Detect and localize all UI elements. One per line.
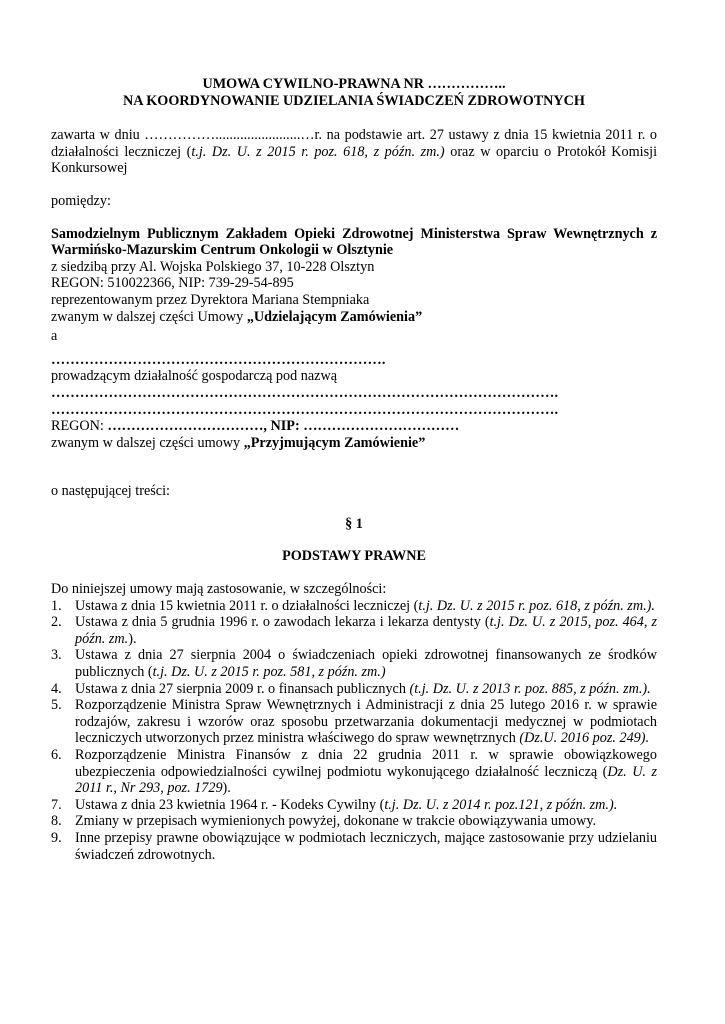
party2-business-dots-2: ……………………………………………………………………………………………. [51, 401, 559, 418]
party2-called-prefix: zwanym w dalszej części umowy [51, 434, 244, 451]
list-item-text: Zmiany w przepisach wymienionych powyżej, dokonane w trakcie obowiązywania umowy. [75, 813, 597, 830]
list-item-ref: (t.j. Dz. U. z 2013 r. poz. 885, z późn. zm.). [409, 680, 651, 697]
list-item-tail: ). [128, 630, 137, 647]
list-item-ref: t.j. Dz. U. z 2014 r. poz.121, z późn. zm.). [384, 796, 618, 813]
list-item-ref: t.j. Dz. U. z 2015 r. poz. 581, z późn. zm.) [152, 664, 386, 681]
party2-regon-dots: ……………………………, NIP: …………………………… [107, 418, 460, 435]
party1-called [51, 309, 657, 326]
list-item-ref: t.j. Dz. U. z 2015, poz. 464, z późn. zm. [75, 614, 657, 647]
between-label: pomiędzy: [51, 192, 111, 209]
party1-called-name: „Udzielającym Zamówienia” [246, 308, 423, 325]
legal-basis-list [51, 598, 657, 864]
section-number: § 1 [345, 515, 363, 532]
list-item-number: 5. [51, 697, 62, 714]
party1-representative: reprezentowanym przez Dyrektora Mariana Stempniaka [51, 291, 370, 308]
list-item-number: 3. [51, 647, 62, 664]
list-item-text: Inne przepisy prawne obowiązujące w podmiotach leczniczych, mające zastosowanie przy udzielaniu świadczeń zdrowotnych. [75, 829, 657, 863]
intro-text-2: oraz w oparciu o Protokół Komisji Konkursowej [51, 143, 658, 177]
party2-called [51, 435, 657, 452]
list-item-text: Ustawa z dnia 27 sierpnia 2009 r. o finansach publicznych [75, 680, 410, 697]
list-item-number: 9. [51, 829, 62, 846]
list-item [51, 797, 657, 814]
list-item-text: Ustawa z dnia 27 sierpnia 2004 o świadczeniach opieki zdrowotnej finansowanych ze środków publicznych ( [75, 647, 657, 681]
list-item-number: 1. [51, 597, 62, 614]
list-item-text: Rozporządzenie Ministra Spraw Wewnętrznych i Administracji z dnia 25 lutego 2016 r. w sprawie rodzajów, zakresu i wzorów oraz sposobu przetwarzania dokumentacji medycznej w podmiotach leczniczych utworzonych przez ministra właściwego do spraw wewnętrznych [75, 697, 657, 747]
party1-called-prefix: zwanym w dalszej części Umowy [51, 308, 247, 325]
list-item-text: Ustawa z dnia 23 kwietnia 1964 r. - Kodeks Cywilny ( [75, 796, 385, 813]
list-item-number: 6. [51, 747, 62, 763]
list-item [51, 681, 657, 698]
party1-name: Samodzielnym Publicznym Zakładem Opieki Zdrowotnej Ministerstwa Spraw Wewnętrznych z Warmińsko-Mazurskim Centrum Onkologii w Olsztynie [51, 225, 657, 259]
list-item-ref: (Dz.U. 2016 poz. 249). [519, 730, 650, 747]
party2-name-dots: ……………………………………………………………. [51, 351, 386, 368]
section-lead: Do niniejszej umowy mają zastosowanie, w szczególności: [51, 581, 387, 598]
list-item [51, 647, 657, 680]
intro-text-1: zawarta w dniu ……………........................…r. na podstawie art. 27 ustawy z dnia 15 kwietnia 2011 r. o działalności leczniczej ( [51, 127, 657, 160]
list-item-tail: ). [222, 780, 231, 797]
list-item [51, 747, 657, 797]
party2-regon [51, 418, 657, 435]
list-item [51, 830, 657, 863]
list-item [51, 614, 657, 647]
list-item-ref: Dz. U. z 2011 r., Nr 293, poz. 1729 [75, 763, 657, 797]
party1-regon: REGON: 510022366, NIP: 739-29-54-895 [51, 275, 294, 292]
intro-paragraph [51, 127, 657, 177]
list-item-number: 7. [51, 796, 62, 813]
list-item-text: Ustawa z dnia 15 kwietnia 2011 r. o działalności leczniczej ( [75, 597, 419, 614]
list-item [51, 813, 657, 830]
contract-title-line2: NA KOORDYNOWANIE UDZIELANIA ŚWIADCZEŃ ZDROWOTNYCH [123, 92, 585, 109]
list-item-number: 2. [51, 614, 62, 631]
intro-ref: t.j. Dz. U. z 2015 r. poz. 618, z późn. zm.) [191, 143, 445, 160]
section-title: PODSTAWY PRAWNE [282, 548, 426, 565]
party1-address: z siedzibą przy Al. Wojska Polskiego 37, 10-228 Olsztyn [51, 258, 375, 275]
party2-called-name: „Przyjmującym Zamówienie” [243, 434, 426, 451]
document-page [51, 76, 657, 863]
party2-regon-label: REGON: [51, 418, 108, 435]
list-item [51, 598, 657, 615]
contract-title-line1: UMOWA CYWILNO-PRAWNA NR …………….. [202, 76, 506, 92]
party2-business-dots-1: ……………………………………………………………………………………………. [51, 384, 559, 401]
and-label: a [51, 328, 58, 345]
list-item-number: 8. [51, 813, 62, 830]
list-item-text: Rozporządzenie Ministra Finansów z dnia 22 grudnia 2011 r. w sprawie obowiązkowego ubezpieczenia odpowiedzialności cywilnej podmiotu wykonującego działalność leczniczą ( [75, 747, 657, 780]
list-item-text: Ustawa z dnia 5 grudnia 1996 r. o zawodach lekarza i lekarza dentysty ( [75, 614, 490, 631]
content-intro: o następującej treści: [51, 483, 170, 500]
party2-business: prowadzącym działalność gospodarczą pod nazwą [51, 368, 337, 385]
list-item-number: 4. [51, 680, 62, 697]
list-item-ref: t.j. Dz. U. z 2015 r. poz. 618, z późn. zm.). [418, 597, 655, 614]
list-item [51, 697, 657, 747]
